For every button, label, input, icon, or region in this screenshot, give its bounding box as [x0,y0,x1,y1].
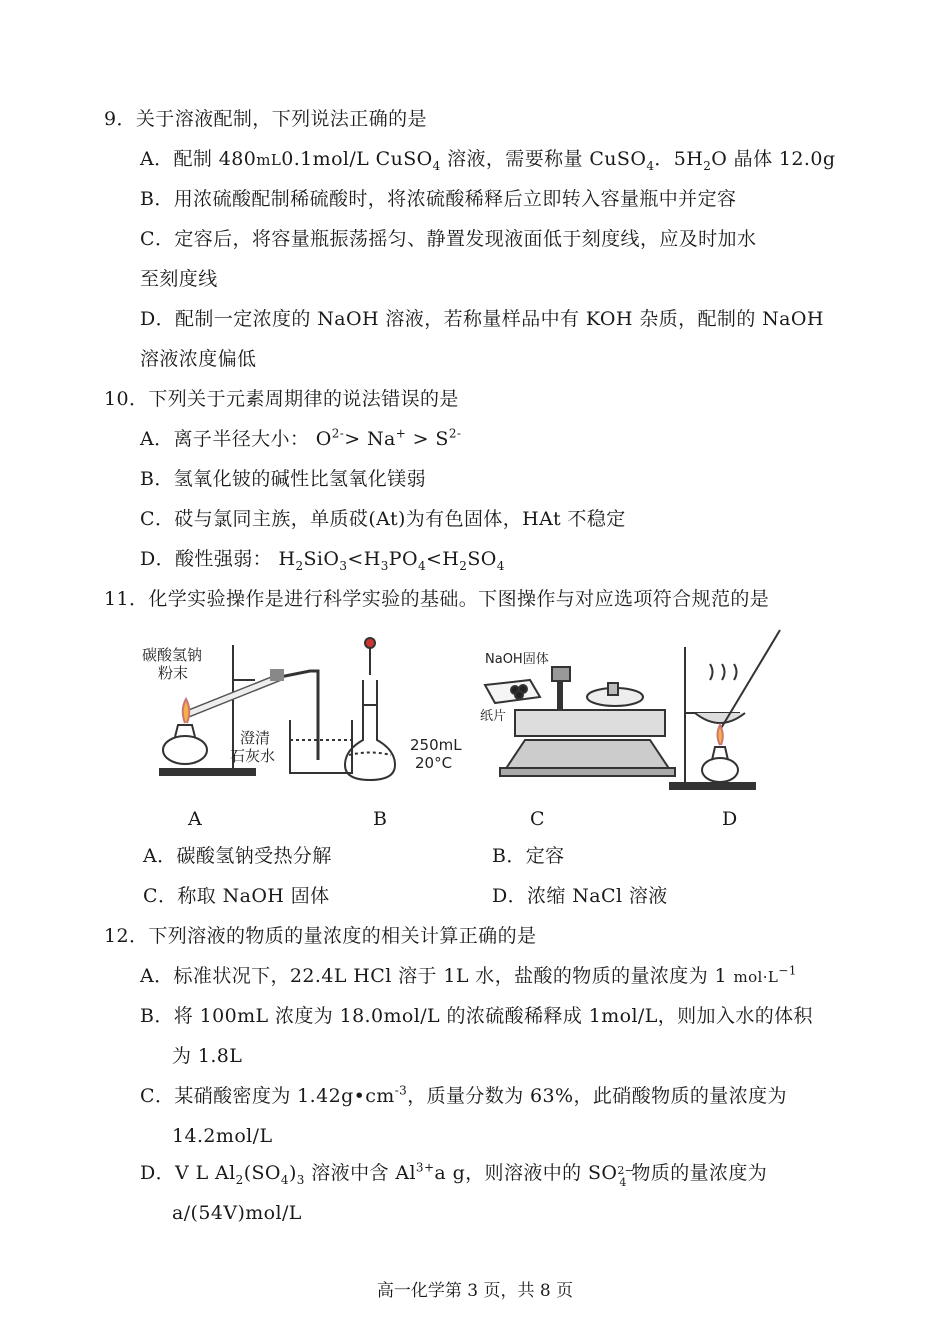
q12-stem: 12．下列溶液的物质的量浓度的相关计算正确的是 [104,925,537,947]
figure-d-apparatus [670,630,780,789]
figure-c-label-2: 纸片 [480,709,507,724]
q9-option-c: C．定容后，将容量瓶振荡摇匀、静置发现液面低于刻度线，应及时加水 [140,228,757,250]
q11-figure [130,625,820,805]
figure-a-label-4: 石灰水 [230,747,276,765]
q9-stem: 9．关于溶液配制，下列说法正确的是 [104,108,427,130]
q9-option-b: B．用浓硫酸配制稀硫酸时，将浓硫酸稀释后立即转入容量瓶中并定容 [140,188,737,210]
q10-stem: 10．下列关于元素周期律的说法错误的是 [104,388,459,410]
page-footer: 高一化学第 3 页，共 8 页 [376,1281,574,1301]
q12-option-d-cont: a/(54V)mol/L [172,1202,302,1224]
q11-option-c: C．称取 NaOH 固体 [143,885,330,907]
q11-stem: 11．化学实验操作是进行科学实验的基础。下图操作与对应选项符合规范的是 [104,588,770,610]
q10-option-d: D．酸性强弱： $H_2SiO_3<H_3PO_4<H_2SO_4$ [140,548,505,573]
figure-a-label-3: 澄清 [240,729,271,747]
q12-option-b-cont: 为 1.8L [172,1045,243,1067]
q11-option-d: D．浓缩 NaCl 溶液 [492,885,668,907]
figure-d-caption-label: D [722,808,738,830]
figure-c-caption-label: C [530,808,545,830]
figure-b-label-1: 250mL [410,736,462,754]
figure-c-apparatus [485,667,675,776]
q10-option-a: A．离子半径大小： $O^{2-}> Na^+ > S^{2-}$ [140,426,462,450]
q9-option-d: D．配制一定浓度的 NaOH 溶液，若称量样品中有 KOH 杂质，配制的 NaOH [140,308,824,330]
q12-option-a: A．标准状况下，22.4L HCl 溶于 1L 水，盐酸的物质的量浓度为 1 $mol\cdot L^{-1}$ [140,963,797,987]
q12-option-c-cont: 14.2mol/L [172,1125,273,1147]
figure-a-caption-label: A [188,808,202,830]
figure-a-label-1: 碳酸氢钠 [142,646,203,664]
figure-b-caption-label: B [373,808,387,830]
q10-option-c: C．砹与氯同主族，单质砹(At)为有色固体，HAt 不稳定 [140,508,626,530]
q12-option-d: D．V L $Al_2(SO_4)_3$ 溶液中含 $Al^{3+}a$ g，则溶液中的 SO 2− 4 物质的量浓度为 [140,1160,768,1189]
q9-option-d-cont: 溶液浓度偏低 [140,348,257,370]
q11-option-b: B．定容 [492,845,565,867]
figure-c-label-1: NaOH固体 [485,652,549,667]
q10-option-b: B．氢氧化铍的碱性比氢氧化镁弱 [140,468,426,490]
q9-option-a: A．配制 480mL0.1mol/L CuSO$_4$ 溶液，需要称量 CuSO$_4$．$5H_2O$ 晶体 12.0g [140,148,836,173]
figure-b-label-2: 20°C [415,754,453,772]
q11-option-a: A．碳酸氢钠受热分解 [143,845,332,867]
q9-option-c-cont: 至刻度线 [140,268,218,290]
q12-option-c: C．某硝酸密度为 $1.42g•cm^{-3}$，质量分数为 63%，此硝酸物质的量浓度为 [140,1083,787,1107]
figure-a-label-2: 粉末 [158,664,189,682]
q12-option-b: B．将 100mL 浓度为 18.0mol/L 的浓硫酸稀释成 1mol/L，则加入水的体积 [140,1005,813,1027]
